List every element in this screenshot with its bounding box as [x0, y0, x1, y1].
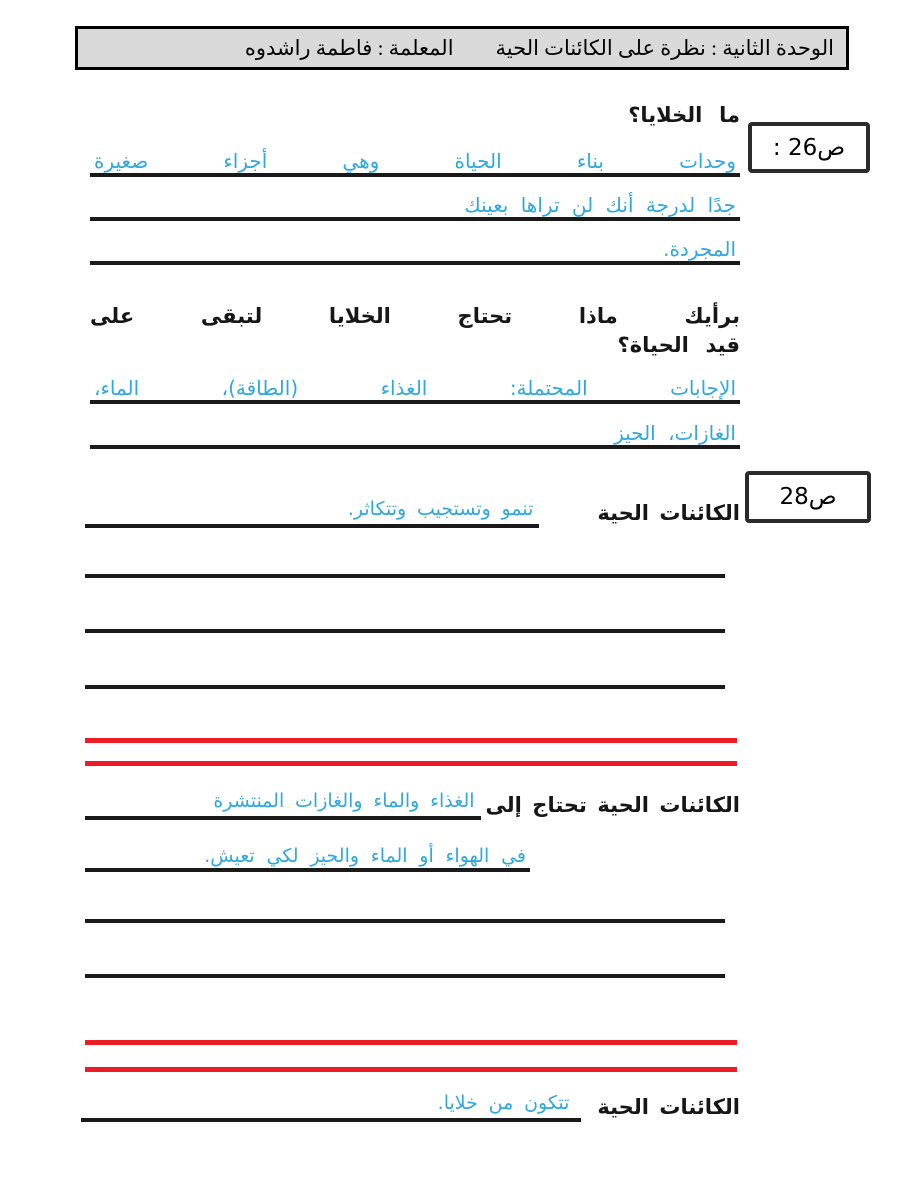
section-answer: الغذاء والماء والغازات المنتشرة — [85, 782, 481, 820]
blank-answer-line — [85, 574, 725, 578]
section-answer: تتكون من خلايا. — [81, 1084, 581, 1122]
section-label: الكائنات الحية — [597, 1095, 740, 1119]
section-living-things-grow — [85, 490, 740, 528]
question-cells-need-line1: برأيك ماذا تحتاج الخلايا لتبقى على — [90, 304, 740, 328]
section-living-things-need — [85, 782, 740, 820]
answer-line: في الهواء أو الماء والحيز لكي تعيش. — [85, 832, 530, 872]
header-title-box — [75, 26, 849, 70]
blank-answer-line — [85, 685, 725, 689]
question-what-are-cells: ما الخلايا؟ — [628, 103, 740, 127]
section-label: الكائنات الحية تحتاج إلى — [485, 793, 740, 817]
red-divider-line — [85, 1040, 737, 1045]
answer-line: جدًا لدرجة أنك لن تراها بعينك — [90, 181, 740, 221]
red-divider-line — [85, 761, 737, 766]
answer-line: الغازات، الحيز — [90, 409, 740, 449]
section-living-things-cells — [81, 1084, 740, 1122]
blank-answer-line — [85, 919, 725, 923]
red-divider-line — [85, 738, 737, 743]
question-cells-need-line2: قيد الحياة؟ — [617, 333, 740, 357]
teacher-name: المعلمة : فاطمة راشدوه — [244, 35, 454, 60]
page-ref-28-box: ص28 — [745, 471, 871, 523]
unit-title: الوحدة الثانية : نظرة على الكائنات الحية — [495, 35, 834, 60]
section-answer: تنمو وتستجيب وتتكاثر. — [85, 490, 539, 528]
blank-answer-line — [85, 974, 725, 978]
answer-line: المجردة. — [90, 225, 740, 265]
blank-answer-line — [85, 629, 725, 633]
answer-line: وحدات بناء الحياة وهي أجزاء صغيرة — [90, 137, 740, 177]
answer-line: الإجابات المحتملة: الغذاء (الطاقة)، الماء، — [90, 364, 740, 404]
red-divider-line — [85, 1067, 737, 1072]
section-label: الكائنات الحية — [597, 501, 740, 525]
page-ref-26-box: ص26 : — [748, 122, 870, 173]
